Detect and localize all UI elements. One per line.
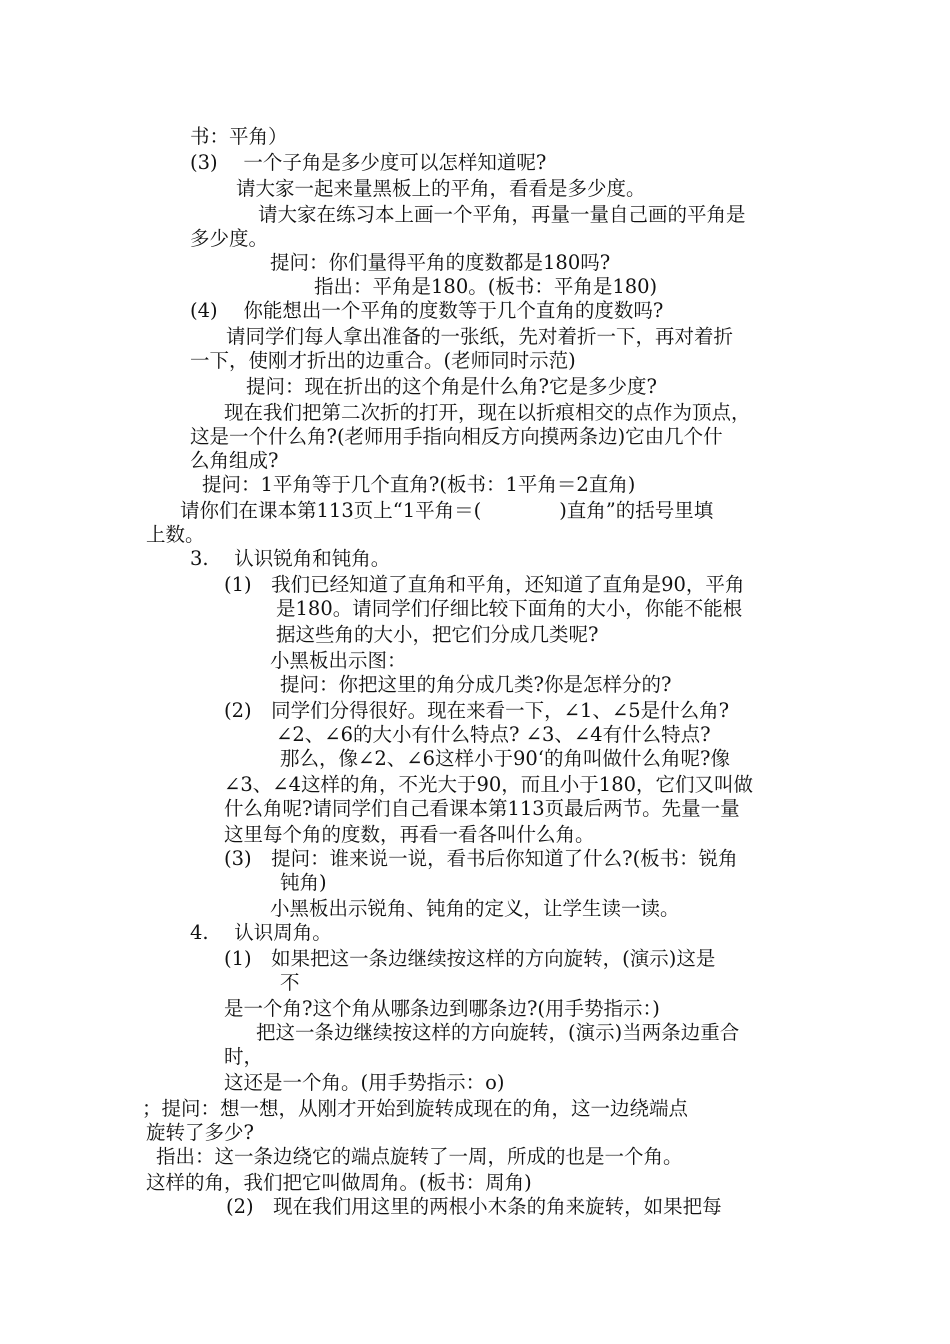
text-line: (3) 一个子角是多少度可以怎样知道呢? (190, 151, 547, 174)
text-line: 么角组成? (190, 449, 279, 472)
text-line: 什么角呢?请同学们自己看课本第113页最后两节。先量一量 (224, 797, 740, 820)
text-line: 请大家一起来量黑板上的平角，看看是多少度。 (236, 177, 646, 200)
text-line: 据这些角的大小，把它们分成几类呢? (276, 623, 599, 646)
text-line: (4) 你能想出一个平角的度数等于几个直角的度数吗? (190, 299, 664, 322)
text-line: (1) 如果把这一条边继续按这样的方向旋转，(演示)这是 (224, 947, 716, 970)
text-line: 一下，使刚才折出的边重合。(老师同时示范) (190, 349, 576, 372)
text-line: 提问：1平角等于几个直角?(板书：1平角＝2直角) (202, 473, 636, 496)
text-line: 4. 认识周角。 (190, 921, 332, 944)
text-line: 多少度。 (190, 227, 269, 250)
text-line: 3. 认识锐角和钝角。 (190, 547, 391, 570)
text-line: 这样的角，我们把它叫做周角。(板书：周角) (146, 1171, 532, 1194)
text-line: 请大家在练习本上画一个平角，再量一量自己画的平角是 (258, 203, 746, 226)
text-line: 钝角) (280, 871, 327, 894)
text-line: 是180。请同学们仔细比较下面角的大小，你能不能根 (276, 597, 743, 620)
text-line: 小黑板出示锐角、钝角的定义，让学生读一读。 (270, 897, 680, 920)
text-line: (2) 现在我们用这里的两根小木条的角来旋转，如果把每 (226, 1195, 722, 1218)
text-line: 那么，像∠2、∠6这样小于90‘的角叫做什么角呢?像 (280, 747, 730, 770)
text-line: (3) 提问：谁来说一说，看书后你知道了什么?(板书：锐角 (224, 847, 738, 870)
text-line: 是一个角?这个角从哪条边到哪条边?(用手势指示：) (224, 997, 660, 1020)
text-line: 提问：你把这里的角分成几类?你是怎样分的? (280, 673, 672, 696)
text-line: 现在我们把第二次折的打开，现在以折痕相交的点作为顶点， (224, 401, 751, 424)
text-line: 提问：现在折出的这个角是什么角?它是多少度? (246, 375, 657, 398)
text-line: 指出：平角是180。(板书：平角是180) (314, 275, 658, 298)
text-line: ∠3、∠4这样的角，不光大于90，而且小于180，它们又叫做 (224, 773, 754, 796)
text-line: 旋转了多少? (146, 1121, 254, 1144)
text-line: 请你们在课本第113页上“1平角＝( )直角”的括号里填 (180, 499, 714, 522)
text-line: 上数。 (146, 523, 205, 546)
text-line: 指出：这一条边绕它的端点旋转了一周，所成的也是一个角。 (156, 1145, 683, 1168)
text-line: ；提问：想一想，从刚才开始到旋转成现在的角，这一边绕端点 (142, 1097, 689, 1120)
text-line: 不 (280, 971, 300, 994)
text-line: (2) 同学们分得很好。现在来看一下，∠1、∠5是什么角? (224, 699, 730, 722)
text-line: 这是一个什么角?(老师用手指向相反方向摸两条边)它由几个什 (190, 425, 723, 448)
text-line: ∠2、∠6的大小有什么特点? ∠3、∠4有什么特点? (276, 723, 711, 746)
text-line: 这里每个角的度数，再看一看各叫什么角。 (224, 823, 595, 846)
text-line: 时， (224, 1045, 264, 1068)
text-line: 把这一条边继续按这样的方向旋转，(演示)当两条边重合 (256, 1021, 740, 1044)
text-line: 书：平角） (190, 125, 288, 148)
text-line: 请同学们每人拿出准备的一张纸，先对着折一下，再对着折 (226, 325, 734, 348)
text-line: 这还是一个角。(用手势指示：o) (224, 1071, 505, 1094)
text-line: 小黑板出示图： (270, 649, 407, 672)
text-line: (1) 我们已经知道了直角和平角，还知道了直角是90，平角 (224, 573, 745, 596)
text-line: 提问：你们量得平角的度数都是180吗? (270, 251, 611, 274)
